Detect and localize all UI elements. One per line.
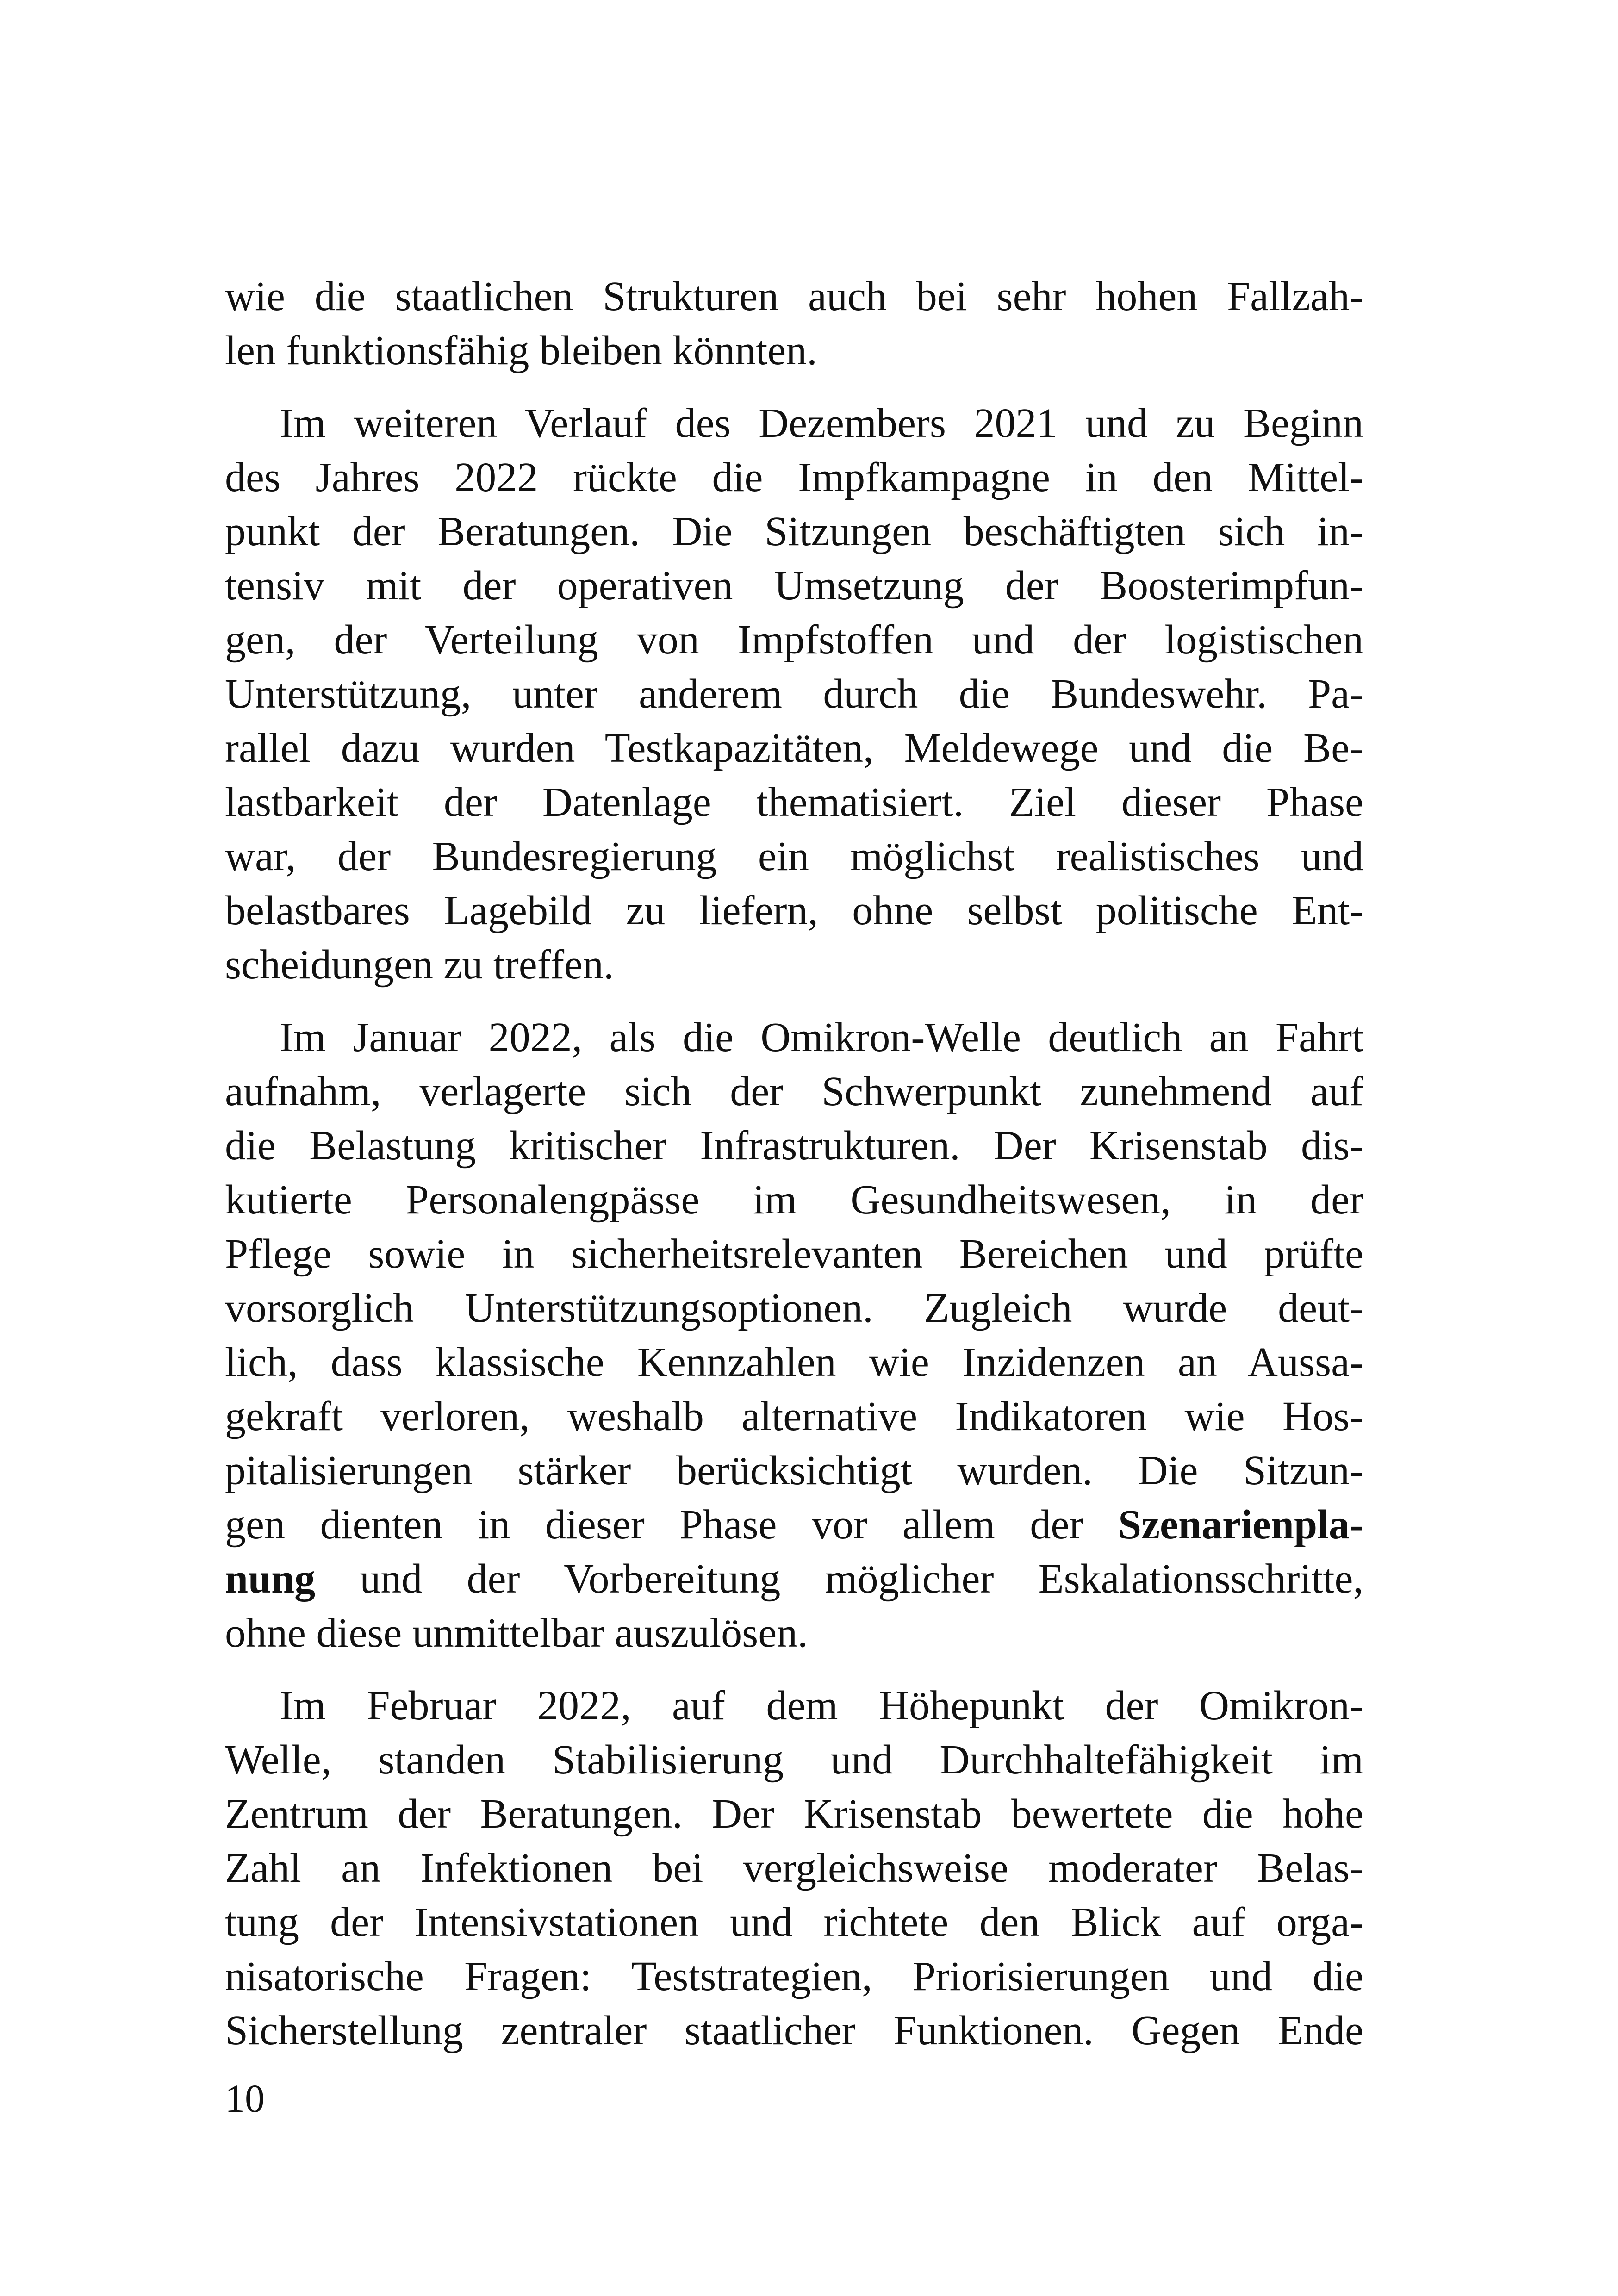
- text-line: pitalisierungen stärker berücksichtigt wurden. Die Sitzun-: [225, 1448, 1363, 1493]
- text-line: rallel dazu wurden Testkapazitäten, Meldewege und die Be-: [225, 725, 1363, 771]
- text-line: Im Januar 2022, als die Omikron-Welle deutlich an Fahrt: [280, 1014, 1363, 1060]
- text-line: lich, dass klassische Kennzahlen wie Inzidenzen an Aussa-: [225, 1339, 1363, 1385]
- text-line: [225, 1498, 1363, 1552]
- text-line: Unterstützung, unter anderem durch die Bundeswehr. Pa-: [225, 671, 1363, 717]
- text-line: lastbarkeit der Datenlage thematisiert. Ziel dieser Phase: [225, 779, 1363, 825]
- text-line: wie die staatlichen Strukturen auch bei sehr hohen Fallzah-: [225, 274, 1363, 319]
- page-number: 10: [225, 2076, 265, 2121]
- bold-term: nung: [225, 1556, 316, 1602]
- text-line: nisatorische Fragen: Teststrategien, Priorisierungen und die: [225, 1954, 1363, 1999]
- text-line: kutierte Personalengpässe im Gesundheitswesen, in der: [225, 1177, 1363, 1223]
- paragraph-1: [225, 269, 1363, 378]
- text-line: scheidungen zu treffen.: [225, 942, 614, 988]
- text-line: punkt der Beratungen. Die Sitzungen beschäftigten sich in-: [225, 509, 1363, 554]
- text-line: tensiv mit der operativen Umsetzung der Boosterimpfun-: [225, 563, 1363, 609]
- paragraph-2: [225, 396, 1363, 992]
- text-line: Zahl an Infektionen bei vergleichsweise moderater Belas-: [225, 1845, 1363, 1891]
- text-line: belastbares Lagebild zu liefern, ohne selbst politische Ent-: [225, 888, 1363, 933]
- text-run: gen dienten in dieser Phase vor allem der: [225, 1502, 1119, 1548]
- text-line: vorsorglich Unterstützungsoptionen. Zugleich wurde deut-: [225, 1285, 1363, 1331]
- text-line: Pflege sowie in sicherheitsrelevanten Bereichen und prüfte: [225, 1231, 1363, 1277]
- text-line: tung der Intensivstationen und richtete den Blick auf orga-: [225, 1899, 1363, 1945]
- text-run: und der Vorbereitung möglicher Eskalationsschritte,: [315, 1556, 1363, 1602]
- page-body: [225, 269, 1363, 2058]
- text-line: [225, 1552, 1363, 1606]
- paragraph-4: [225, 1679, 1363, 2058]
- text-line: die Belastung kritischer Infrastrukturen. Der Krisenstab dis-: [225, 1123, 1363, 1169]
- text-line: Welle, standen Stabilisierung und Durchhaltefähigkeit im: [225, 1737, 1363, 1783]
- paragraph-3: [225, 1010, 1363, 1660]
- text-line: des Jahres 2022 rückte die Impfkampagne in den Mittel-: [225, 454, 1363, 500]
- text-line: Sicherstellung zentraler staatlicher Funktionen. Gegen Ende: [225, 2008, 1363, 2053]
- text-line: gekraft verloren, weshalb alternative Indikatoren wie Hos-: [225, 1394, 1363, 1439]
- text-line: ohne diese unmittelbar auszulösen.: [225, 1610, 808, 1656]
- text-line: war, der Bundesregierung ein möglichst realistisches und: [225, 834, 1363, 879]
- text-line: Zentrum der Beratungen. Der Krisenstab bewertete die hohe: [225, 1791, 1363, 1837]
- bold-term: Szenarienpla-: [1118, 1502, 1363, 1548]
- text-line: aufnahm, verlagerte sich der Schwerpunkt zunehmend auf: [225, 1069, 1363, 1114]
- text-line: len funktionsfähig bleiben könnten.: [225, 328, 817, 373]
- text-line: Im Februar 2022, auf dem Höhepunkt der Omikron-: [280, 1683, 1363, 1729]
- text-line: Im weiteren Verlauf des Dezembers 2021 und zu Beginn: [280, 400, 1363, 446]
- text-line: gen, der Verteilung von Impfstoffen und der logistischen: [225, 617, 1363, 663]
